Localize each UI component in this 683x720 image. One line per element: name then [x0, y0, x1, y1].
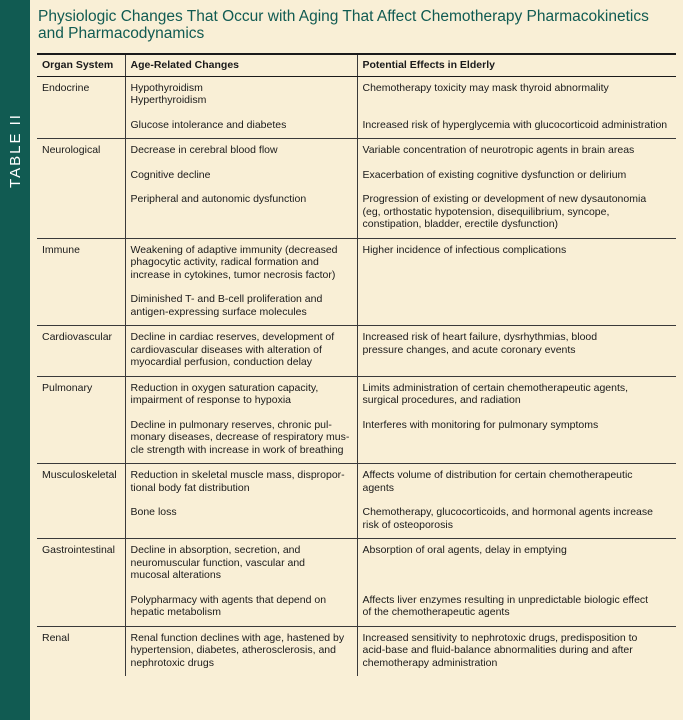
organ-system-cell: Cardiovascular	[37, 326, 125, 377]
text-line	[363, 557, 674, 570]
effect-cell-item	[363, 382, 674, 407]
text-line: Reduction in oxygen saturation capacity,	[130, 381, 319, 394]
text-line: Bone loss	[130, 506, 177, 518]
text-line	[363, 94, 674, 107]
age-change-cell-item	[131, 632, 354, 670]
text-line: Chemotherapy, glucocorticoids, and hormonal agents increase	[362, 506, 653, 518]
age-change-cell-item	[131, 169, 354, 182]
text-line: Diminished T- and B-cell proliferation and	[130, 293, 323, 305]
table-row	[37, 139, 676, 239]
effect-cell	[357, 238, 676, 326]
text-line	[131, 206, 354, 219]
text-line	[363, 356, 674, 369]
text-line	[363, 269, 674, 282]
table-row	[37, 326, 676, 377]
text-line: of the chemotherapeutic agents	[362, 606, 510, 618]
text-line: Hyperthyroidism	[130, 94, 207, 106]
effect-cell	[357, 626, 676, 676]
organ-system-cell: Renal	[37, 626, 125, 676]
effect-cell-item	[363, 293, 674, 318]
effect-cell-item	[363, 193, 674, 231]
age-change-cell-item	[131, 469, 354, 494]
text-line: mucosal alterations	[130, 569, 221, 581]
text-line	[363, 256, 674, 269]
text-line: cardiovascular diseases with alteration of	[130, 343, 322, 356]
text-line: Decline in cardiac reserves, development of	[130, 331, 335, 343]
text-line: chemotherapy administration	[362, 656, 498, 669]
text-line: Decrease in cerebral blood flow	[130, 144, 278, 156]
text-line: surgical procedures, and radiation	[362, 394, 521, 406]
text-line	[131, 218, 354, 231]
effect-cell-item	[363, 594, 674, 619]
age-change-cell	[125, 326, 357, 377]
effect-cell	[357, 326, 676, 377]
text-line: Reduction in skeletal muscle mass, dispropor-	[130, 469, 345, 481]
age-change-cell-item	[131, 544, 354, 582]
col-header-organ-system: Organ System	[37, 54, 125, 76]
age-change-cell	[125, 626, 357, 676]
text-line: Affects volume of distribution for certain chemotherapeutic	[362, 469, 633, 481]
text-line: risk of osteoporosis	[362, 518, 453, 531]
age-change-cell	[125, 376, 357, 464]
effect-cell-item	[363, 419, 674, 457]
text-line: cle strength with increase in work of breathing	[130, 443, 344, 456]
age-change-cell	[125, 139, 357, 239]
table-label: TABLE II	[6, 112, 24, 188]
text-line: Higher incidence of infectious complications	[362, 243, 567, 256]
effect-cell-item	[363, 119, 674, 132]
text-line: Limits administration of certain chemotherapeutic agents,	[362, 381, 629, 394]
text-line: Polypharmacy with agents that depend on	[130, 593, 327, 606]
text-line: Decline in pulmonary reserves, chronic pul-	[130, 418, 332, 431]
age-change-cell-item	[131, 293, 354, 318]
text-line: (eg, orthostatic hypotension, disequilibrium, syncope,	[362, 205, 610, 218]
age-change-cell-item	[131, 506, 354, 531]
text-line	[363, 431, 674, 444]
table-row	[37, 238, 676, 326]
organ-system-cell: Endocrine	[42, 81, 90, 94]
text-line	[363, 306, 674, 319]
text-line: increase in cytokines, tumor necrosis factor)	[130, 268, 336, 281]
text-line: Progression of existing or development of new dysautonomia	[362, 193, 647, 205]
effect-cell-item	[363, 169, 674, 182]
text-line: Weakening of adaptive immunity (decreased	[130, 243, 338, 256]
effect-cell-item	[363, 144, 674, 157]
text-line	[363, 293, 674, 306]
text-line	[131, 519, 354, 532]
table-label-strip	[0, 0, 30, 720]
text-line: Renal function declines with age, hastened by	[130, 631, 345, 644]
effect-cell	[357, 76, 676, 139]
text-line: tional body fat distribution	[130, 481, 250, 494]
table-row	[37, 76, 676, 139]
effect-cell-item	[363, 544, 674, 582]
text-line: Cognitive decline	[130, 168, 211, 181]
age-change-cell	[125, 464, 357, 539]
col-header-age-related-changes: Age-Related Changes	[125, 54, 357, 76]
effect-cell-item	[363, 82, 674, 107]
age-change-cell	[125, 238, 357, 326]
age-change-cell-item	[131, 382, 354, 407]
age-change-cell-item	[131, 144, 354, 157]
text-line: hepatic metabolism	[130, 606, 221, 618]
effect-cell	[357, 139, 676, 239]
table-row	[37, 464, 676, 539]
text-line: phagocytic activity, radical formation and	[130, 256, 319, 268]
text-line: nephrotoxic drugs	[130, 656, 214, 669]
effect-cell-item	[363, 469, 674, 494]
table-body	[37, 76, 676, 676]
text-line: neuromuscular function, vascular and	[130, 556, 306, 569]
organ-system-cell: Musculoskeletal	[37, 464, 125, 539]
text-line: Absorption of oral agents, delay in emptying	[362, 544, 567, 556]
text-line: Decline in absorption, secretion, and	[130, 544, 301, 556]
age-change-cell-item	[131, 119, 354, 132]
text-line: antigen-expressing surface molecules	[130, 305, 307, 318]
effect-cell-item	[363, 632, 674, 670]
text-line: Affects liver enzymes resulting in unpredictable biologic effect	[362, 593, 649, 606]
text-line	[363, 444, 674, 457]
effect-cell-item	[363, 331, 674, 369]
age-change-cell-item	[131, 594, 354, 619]
age-change-cell-item	[131, 193, 354, 231]
text-line: impairment of response to hypoxia	[130, 394, 291, 406]
text-line: constipation, bladder, erectile dysfunction)	[362, 218, 559, 230]
organ-system-cell: Immune	[37, 238, 125, 326]
age-change-cell	[125, 539, 357, 627]
effect-cell	[357, 376, 676, 464]
effect-cell	[357, 464, 676, 539]
text-line: Increased sensitivity to nephrotoxic drugs, predisposition to	[362, 631, 638, 644]
table-row	[37, 539, 676, 627]
table-row	[37, 626, 676, 676]
age-change-cell	[125, 76, 357, 139]
text-line: Variable concentration of neurotropic agents in brain areas	[362, 144, 635, 156]
text-line: Peripheral and autonomic dysfunction	[130, 193, 307, 205]
text-line: agents	[362, 481, 395, 494]
text-line: Interferes with monitoring for pulmonary symptoms	[362, 418, 599, 431]
effect-cell	[357, 539, 676, 627]
organ-system-cell: Gastrointestinal	[37, 539, 125, 627]
text-line: Hypothyroidism	[130, 81, 203, 94]
age-change-cell-item	[131, 419, 354, 457]
text-line	[363, 569, 674, 582]
effect-cell-item	[363, 244, 674, 282]
aging-changes-table	[37, 53, 676, 676]
text-line: hypertension, diabetes, atherosclerosis, and	[130, 644, 336, 656]
text-line: Glucose intolerance and diabetes	[130, 118, 287, 131]
age-change-cell-item	[131, 331, 354, 369]
organ-system-cell: Neurological	[37, 139, 125, 239]
text-line: pressure changes, and acute coronary events	[362, 343, 576, 356]
text-line: myocardial perfusion, conduction delay	[130, 356, 313, 368]
age-change-cell-item	[131, 244, 354, 282]
effect-cell-item	[363, 506, 674, 531]
organ-system-cell: Pulmonary	[37, 376, 125, 464]
age-change-cell-item	[131, 82, 354, 107]
col-header-potential-effects: Potential Effects in Elderly	[357, 54, 676, 76]
header-row	[37, 54, 676, 76]
text-line: Increased risk of heart failure, dysrhythmias, blood	[362, 331, 598, 343]
text-line: Increased risk of hyperglycemia with glucocorticoid administration	[362, 118, 668, 131]
table-panel	[30, 0, 683, 720]
text-line: acid-base and fluid-balance abnormalities during and after	[362, 644, 633, 656]
table-row	[37, 376, 676, 464]
text-line: Exacerbation of existing cognitive dysfunction or delirium	[362, 168, 627, 181]
table-title: Physiologic Changes That Occur with Aging That Affect Chemotherapy Pharmacokinetics and Pharmacodynamics	[38, 8, 649, 42]
text-line: Chemotherapy toxicity may mask thyroid abnormality	[362, 81, 609, 94]
text-line: monary diseases, decrease of respiratory mus-	[130, 431, 350, 443]
